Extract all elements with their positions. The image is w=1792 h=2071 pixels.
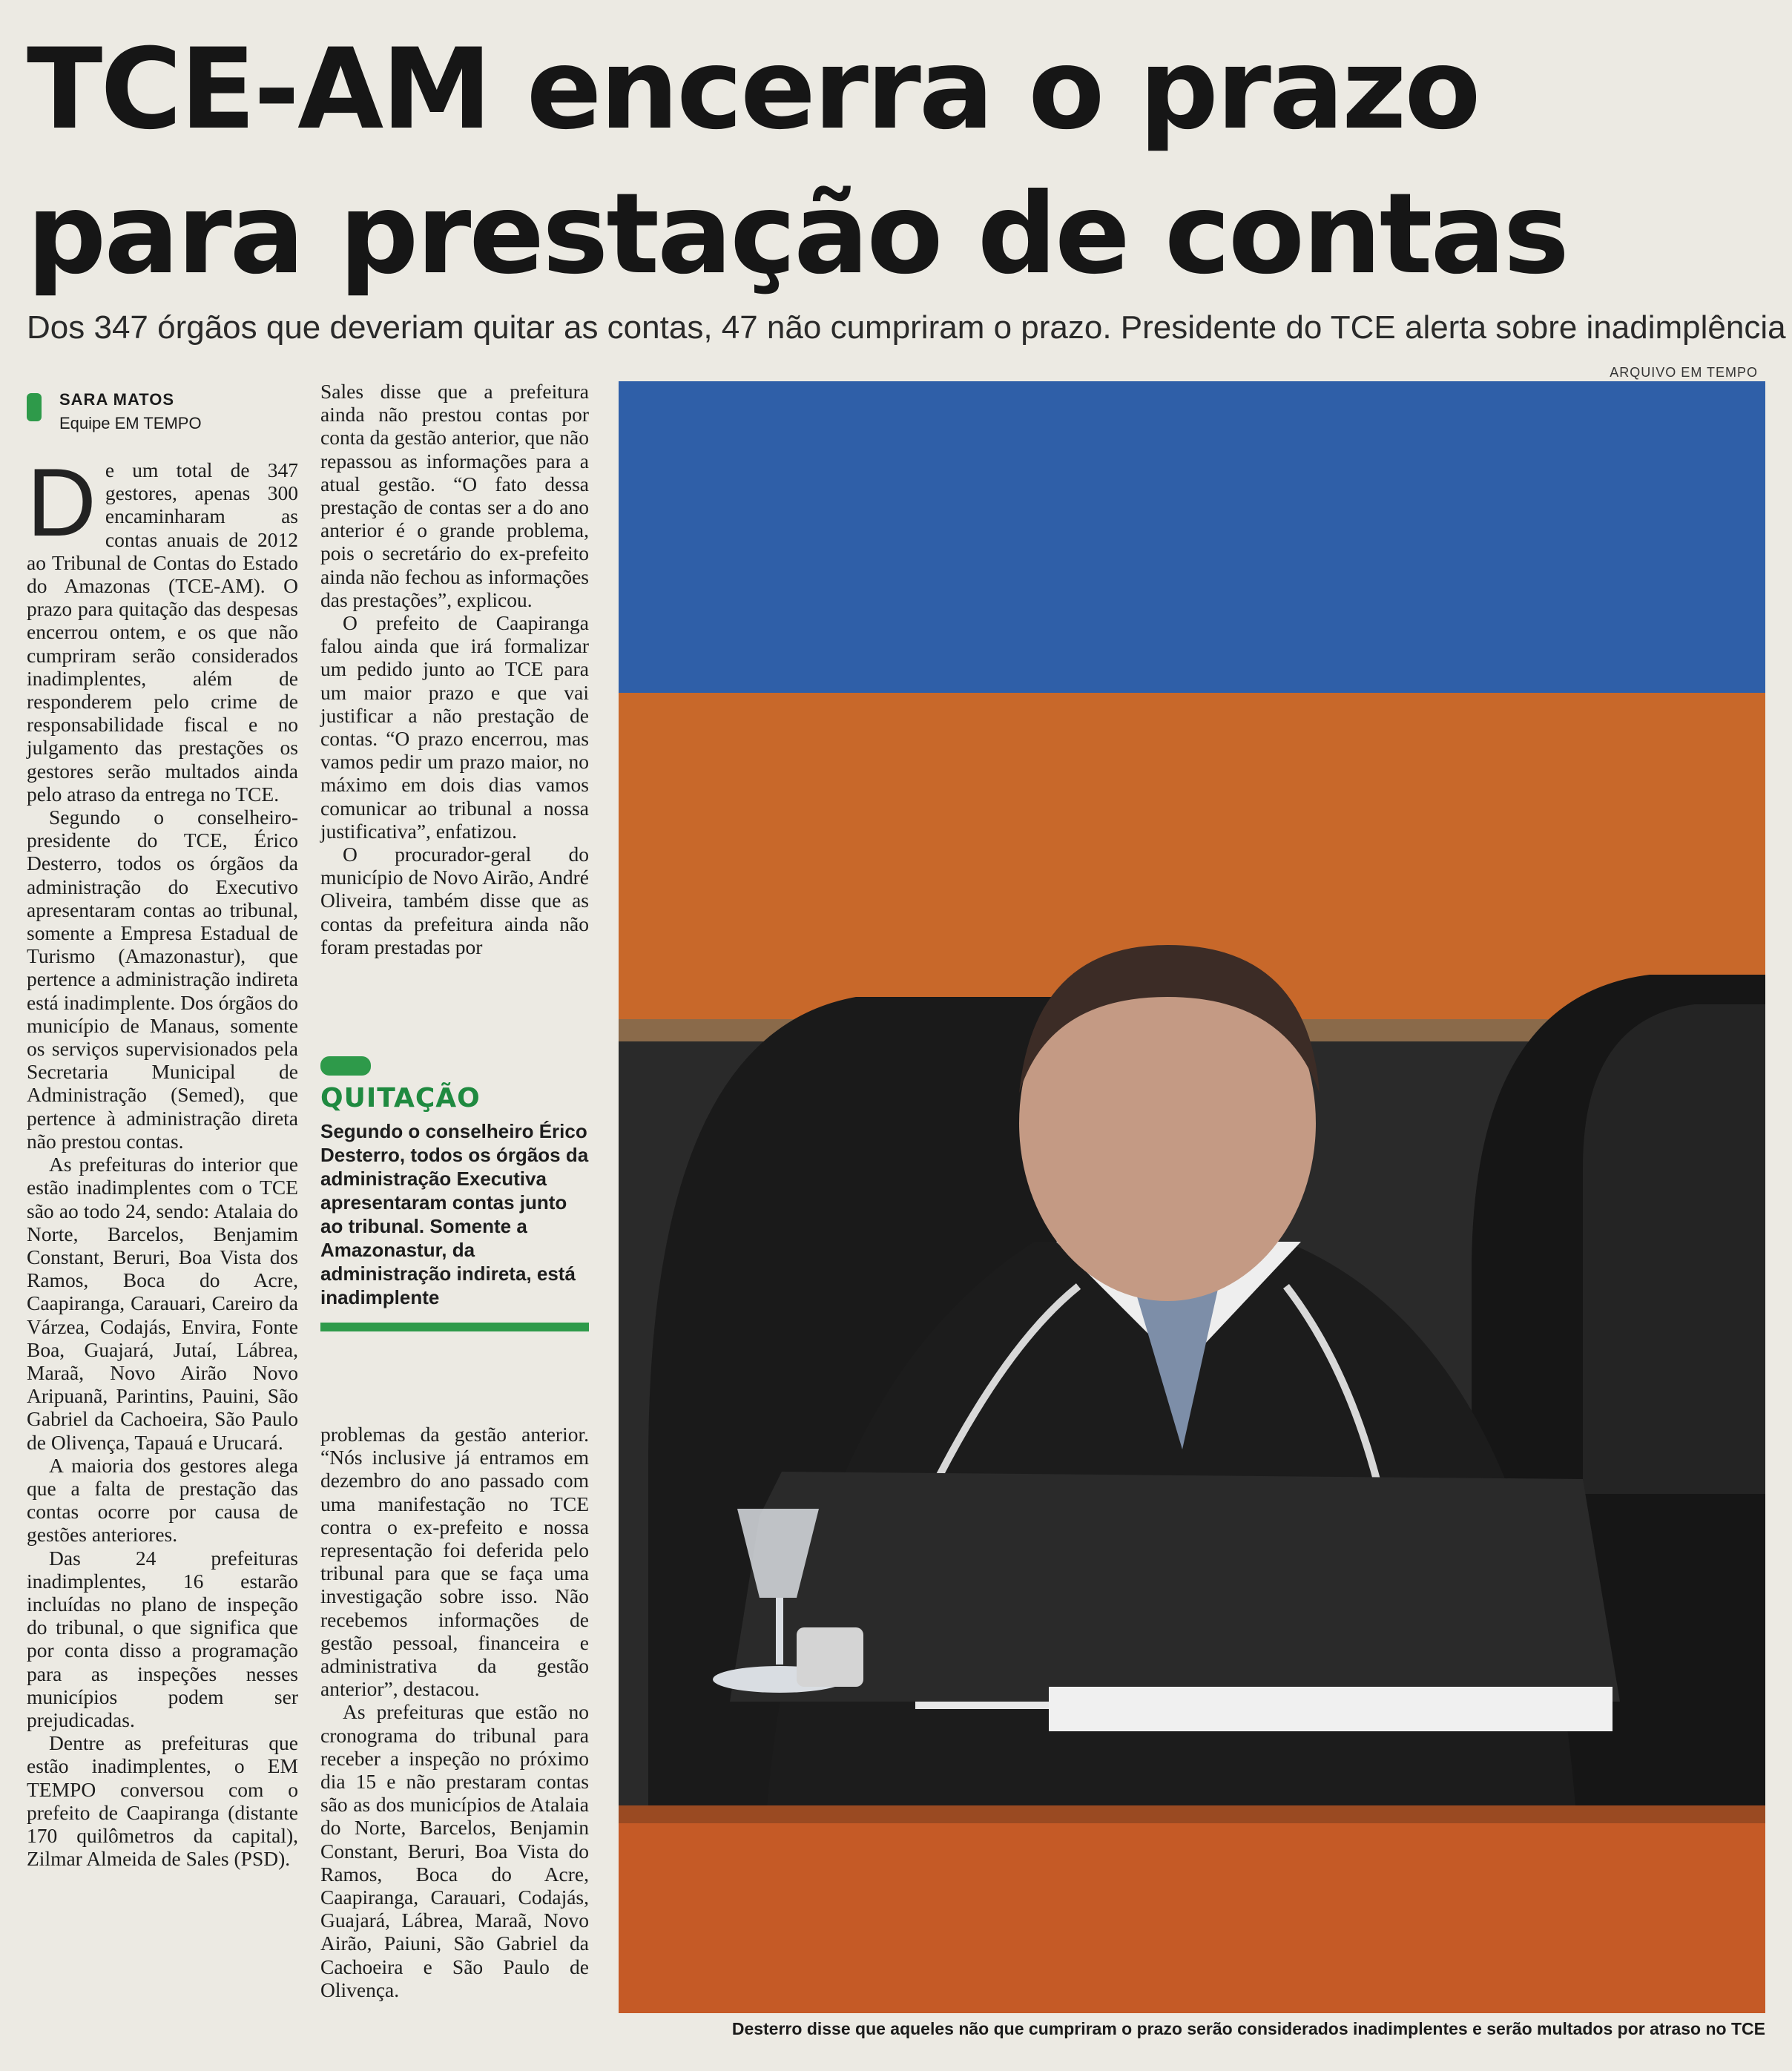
dropcap: D <box>27 448 96 556</box>
article-paragraph: problemas da gestão anterior. “Nós inclusive já entramos em dezembro do ano passado com uma manifestação no TCE contra o ex-prefeito e nossa representação foi deferida pelo tribunal para que se faça uma investigação sobre isso. Não recebemos informações de gestão pessoal, financeira e administrativa da gestão anterior”, destacou. <box>320 1423 589 1701</box>
subheadline: Dos 347 órgãos que deveriam quitar as contas, 47 não cumpriram o prazo. Presidente do TCE alerta sobre inadimplência <box>27 309 1786 346</box>
article-column-2-bottom <box>320 1423 589 2001</box>
article-paragraph: A maioria dos gestores alega que a falta de prestação das contas ocorre por causa de gestões anteriores. <box>27 1453 298 1547</box>
article-paragraph: As prefeituras que estão no cronograma do tribunal para receber a inspeção no próximo dia 15 e não prestaram contas são as dos municípios de Atalaia do Norte, Barcelos, Benjamin Constant, Beruri, Boa Vista do Ramos, Boca do Acre, Caapiranga, Carauari, Codajás, Guajará, Lábrea, Maraã, Novo Airão, Paiuni, São Gabriel da Cachoeira e São Paulo de Olivença. <box>320 1700 589 2001</box>
headline-line-2: para prestação de contas <box>27 170 1567 299</box>
article-paragraph: O prefeito de Caapiranga falou ainda que irá formalizar um pedido junto ao TCE para um maior prazo e que vai justificar a não prestação de contas. “O prazo encerrou, mas vamos pedir um prazo maior, no máximo em dois dias vamos comunicar ao tribunal a nossa justificativa”, enfatizou. <box>320 611 589 843</box>
article-photo <box>619 381 1765 2013</box>
article-column-1 <box>27 448 298 1871</box>
headline-line-1: TCE-AM encerra o prazo <box>27 25 1479 154</box>
author-team: Equipe EM TEMPO <box>59 414 202 432</box>
article-paragraph: Sales disse que a prefeitura ainda não prestou contas por conta da gestão anterior, que não repassou as informações para a atual gestão. “O fato dessa prestação de contas ser a do ano anterior é o grande problema, pois o secretário do ex-prefeito ainda não fechou as informações das prestações”, explicou. <box>320 380 589 611</box>
headline <box>27 18 1770 307</box>
article-paragraph: Segundo o conselheiro-presidente do TCE, Érico Desterro, todos os órgãos da administração do Executivo apresentaram contas ao tribunal, somente a Empresa Estadual de Turismo (Amazonastur), que pertence a administração indireta está inadimplente. Dos órgãos do município de Manaus, somente os serviços supervisionados pela Secretaria Municipal de Administração (Semed), que pertence à administração direta não prestou contas. <box>27 806 298 1153</box>
box-accent-pill <box>320 1056 371 1076</box>
box-title: QUITAÇÃO <box>320 1083 481 1113</box>
article-paragraph: O procurador-geral do município de Novo Airão, André Oliveira, também disse que as contas da prefeitura ainda não foram prestadas por <box>320 843 589 958</box>
author-name: SARA MATOS <box>59 390 175 409</box>
pull-quote-box <box>320 1056 589 1331</box>
article-paragraph: Dentre as prefeituras que estão inadimplentes, o EM TEMPO conversou com o prefeito de Caapiranga (distante 170 quilômetros da capital), Zilmar Almeida de Sales (PSD). <box>27 1731 298 1871</box>
photo-caption: Desterro disse que aqueles não que cumpriram o prazo serão considerados inadimplentes e serão multados por atraso no TCE <box>731 2019 1765 2038</box>
article-paragraph: Das 24 prefeituras inadimplentes, 16 estarão incluídas no plano de inspeção do tribunal, o que significa que por conta disso a programação para as inspeções nesses municípios podem ser prejudicadas. <box>27 1546 298 1731</box>
box-bottom-rule <box>320 1323 589 1331</box>
article-paragraph: As prefeituras do interior que estão inadimplentes com o TCE são ao todo 24, sendo: Atalaia do Norte, Barcelos, Benjamim Constant, Beruri, Boa Vista dos Ramos, Boca do Acre, Caapiranga, Carauari, Careiro da Várzea, Codajás, Envira, Fonte Boa, Guajará, Jutaí, Lábrea, Maraã, Novo Airão Novo Aripuanã, Parintins, Pauini, São Gabriel da Cachoeira, São Paulo de Olivença, Tapauá e Urucará. <box>27 1153 298 1454</box>
byline-accent-bar <box>27 393 42 421</box>
article-paragraph: De um total de 347 gestores, apenas 300 encaminharam as contas anuais de 2012 ao Tribunal de Contas do Estado do Amazonas (TCE-AM). O prazo para quitação das despesas encerrou ontem, e os que não cumpriram serão considerados inadimplentes, além de responderem pelo crime de responsabilidade fiscal e no julgamento das prestações os gestores serão multados ainda pelo atraso da entrega no TCE. <box>27 448 298 806</box>
article-column-2-top <box>320 380 589 958</box>
box-text: Segundo o conselheiro Érico Desterro, todos os órgãos da administração Executiva apresentaram contas junto ao tribunal. Somente a Amazonastur, da administração indireta, está inadimplente <box>320 1120 589 1308</box>
photo-credit: ARQUIVO EM TEMPO <box>1610 365 1758 380</box>
